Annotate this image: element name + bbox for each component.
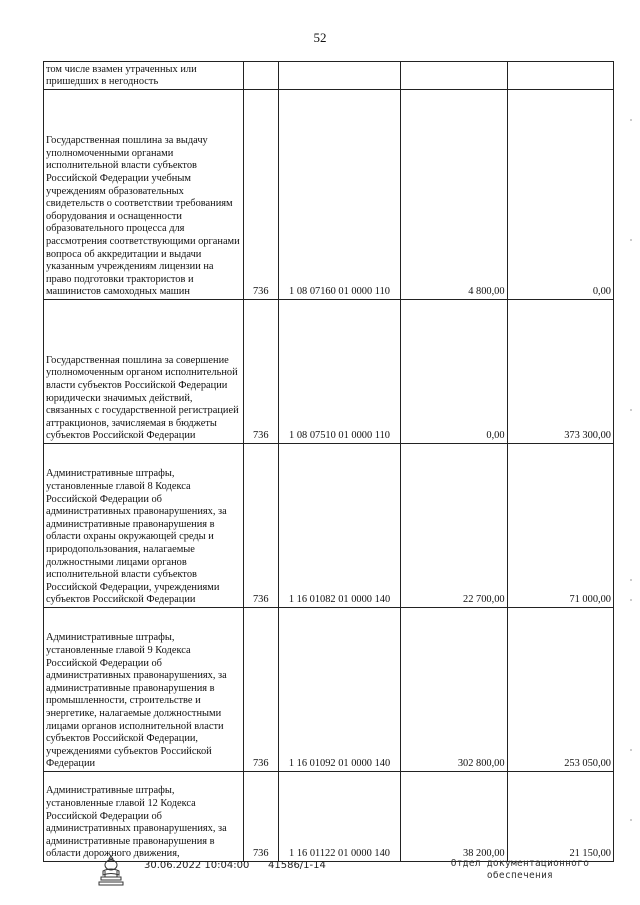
table-cell-name [44, 772, 244, 862]
table-cell-value2: 71 000,00 [507, 444, 613, 608]
row-name: Административные штрафы, установленные главой 9 Кодекса Российской Федерации об административных правонарушениях, за административные правонарушения в промышленности, строительстве и энергетике, налагаемые должностными лицами органов исполнительной власти субъектов Российской Федерации, учреждениями субъектов Российской Федерации [46, 632, 227, 770]
table-row [44, 444, 614, 608]
row-name: Государственная пошлина за совершение уполномоченным органом исполнительной власти субъектов Российской Федерации юридически значимых действий, связанных с государственной регистрацией аттракционов, зачисляемая в бюджеты субъектов Российской Федерации [46, 354, 239, 442]
row-name: том числе взамен утраченных или пришедших в негодность [46, 63, 197, 88]
row-name: Административные штрафы, установленные главой 8 Кодекса Российской Федерации об административных правонарушениях, за административные правонарушения в области охраны окружающей среды и природопользования, налагаемые должностными лицами органов исполнительной власти субъектов Российской Федерации, учреждениями субъектов Российской Федерации [46, 468, 227, 606]
table-cell-code: 1 16 01122 01 0000 140 [278, 772, 400, 862]
department-stamp [445, 858, 595, 882]
table-cell-code [278, 62, 400, 90]
table-cell-value1: 22 700,00 [401, 444, 507, 608]
department-line: Отдел документационного [450, 858, 590, 869]
table-cell-admin: 736 [243, 300, 278, 444]
page-number: 52 [313, 30, 327, 45]
table-cell-name [44, 62, 244, 90]
stamp-doc-number: 41586/1-14 [268, 860, 326, 871]
table-cell-value2: 21 150,00 [507, 772, 613, 862]
table-cell-admin: 736 [243, 444, 278, 608]
table-cell-value2: 253 050,00 [507, 608, 613, 772]
table-row [44, 608, 614, 772]
table-cell-name [44, 300, 244, 444]
table-row [44, 62, 614, 90]
table-cell-code: 1 08 07510 01 0000 110 [278, 300, 400, 444]
table-cell-value1: 38 200,00 [401, 772, 507, 862]
table-row [44, 300, 614, 444]
table-row [44, 772, 614, 862]
table-cell-name [44, 90, 244, 300]
table-cell-value1 [401, 62, 507, 90]
table-cell-code: 1 16 01082 01 0000 140 [278, 444, 400, 608]
emblem-icon [95, 853, 127, 887]
table-row [44, 90, 614, 300]
table-cell-value2: 373 300,00 [507, 300, 613, 444]
table-cell-name [44, 444, 244, 608]
table-cell-value1: 4 800,00 [401, 90, 507, 300]
table-cell-admin: 736 [243, 772, 278, 862]
table-cell-value2: 0,00 [507, 90, 613, 300]
table-cell-value1: 0,00 [401, 300, 507, 444]
table-cell-value2 [507, 62, 613, 90]
table-cell-admin: 736 [243, 90, 278, 300]
table-cell-admin [243, 62, 278, 90]
table-cell-code: 1 16 01092 01 0000 140 [278, 608, 400, 772]
budget-table [43, 61, 614, 862]
department-line: обеспечения [486, 870, 554, 881]
table-cell-value1: 302 800,00 [401, 608, 507, 772]
table-cell-name [44, 608, 244, 772]
stamp-datetime: 30.06.2022 10:04:00 [144, 860, 250, 871]
table-cell-admin: 736 [243, 608, 278, 772]
row-name: Административные штрафы, установленные главой 12 Кодекса Российской Федерации об административных правонарушениях, за административные правонарушения в области дорожного движения, [46, 785, 227, 860]
margin-marks [628, 100, 634, 850]
row-name: Государственная пошлина за выдачу уполномоченными органами исполнительной власти субъектов Российской Федерации учебным учреждениям образовательных свидетельств о соответствии требованиям оборудования и оснащенности образовательного процесса для рассмотрения соответствующими органами вопроса об аккредитации и выдачи указанным учреждениям лицензии на право подготовки трактористов и машинистов самоходных машин [46, 135, 240, 298]
table-cell-code: 1 08 07160 01 0000 110 [278, 90, 400, 300]
